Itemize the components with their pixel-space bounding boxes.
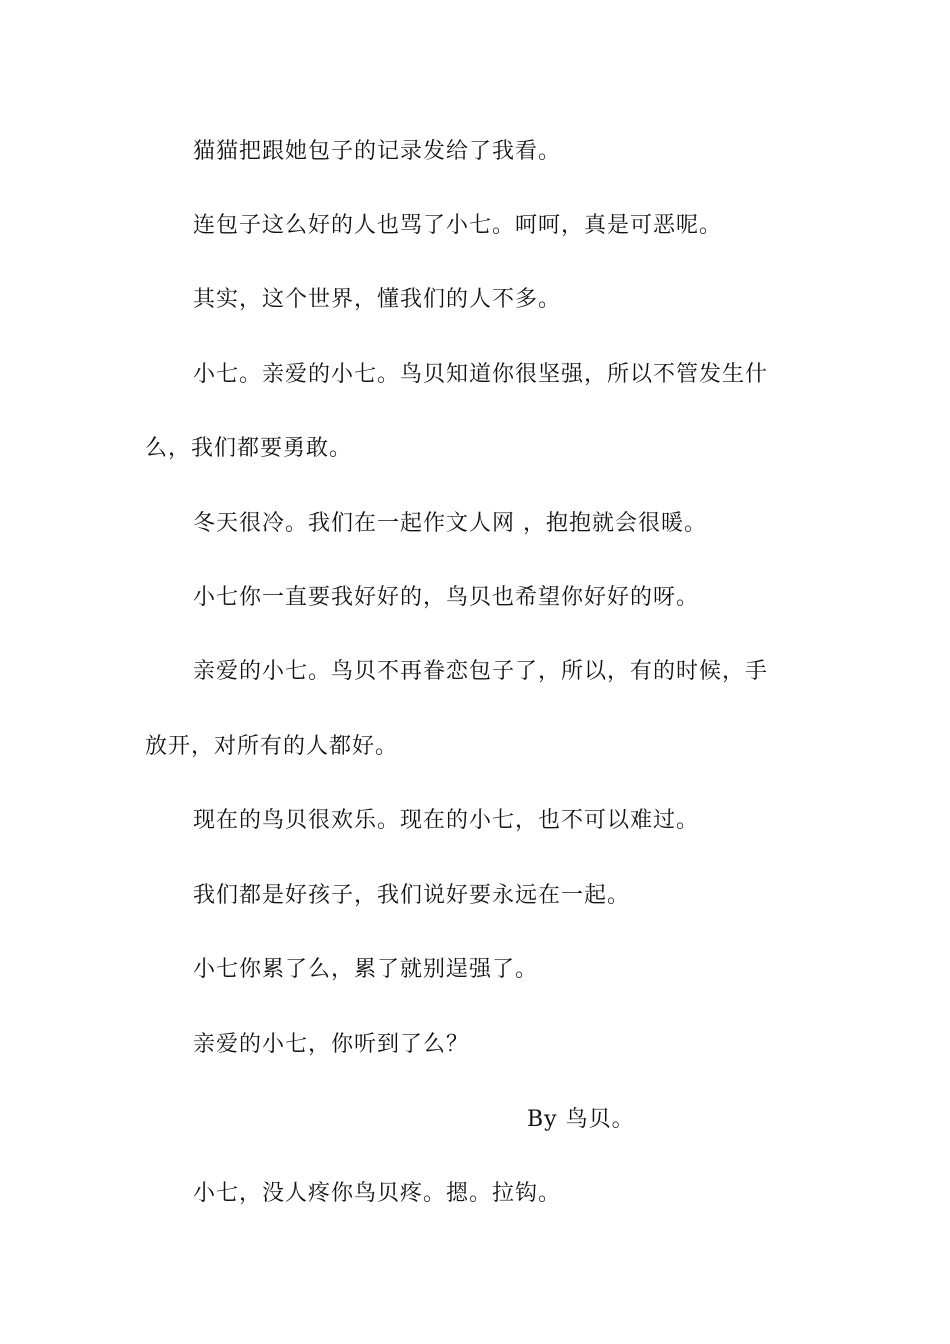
paragraph-line: 我们都是好孩子，我们说好要永远在一起。: [193, 883, 631, 908]
signature-line: By 鸟贝。: [527, 1107, 635, 1132]
paragraph-line: 小七你一直要我好好的，鸟贝也希望你好好的呀。: [193, 585, 700, 610]
paragraph-line: 冬天很冷。我们在一起作文人网 ，抱抱就会很暖。: [193, 511, 707, 536]
paragraph-line: 小七。亲爱的小七。鸟贝知道你很坚强，所以不管发生什: [193, 362, 769, 387]
paragraph-line: 亲爱的小七，你听到了么？: [193, 1032, 470, 1057]
paragraph-line: 小七，没人疼你鸟贝疼。摁。拉钩。: [193, 1181, 562, 1206]
paragraph-line-continuation: 放开，对所有的人都好。: [145, 734, 399, 759]
paragraph-line: 小七你累了么，累了就别逞强了。: [193, 957, 539, 982]
paragraph-line: 其实，这个世界，懂我们的人不多。: [193, 287, 562, 312]
paragraph-line: 亲爱的小七。鸟贝不再眷恋包子了，所以，有的时候，手: [193, 659, 769, 684]
paragraph-line-continuation: 么，我们都要勇敢。: [145, 436, 353, 461]
paragraph-line: 现在的鸟贝很欢乐。现在的小七，也不可以难过。: [193, 808, 700, 833]
paragraph-line: 连包子这么好的人也骂了小七。呵呵，真是可恶呢。: [193, 213, 723, 238]
paragraph-line: 猫猫把跟她包子的记录发给了我看。: [193, 139, 562, 164]
